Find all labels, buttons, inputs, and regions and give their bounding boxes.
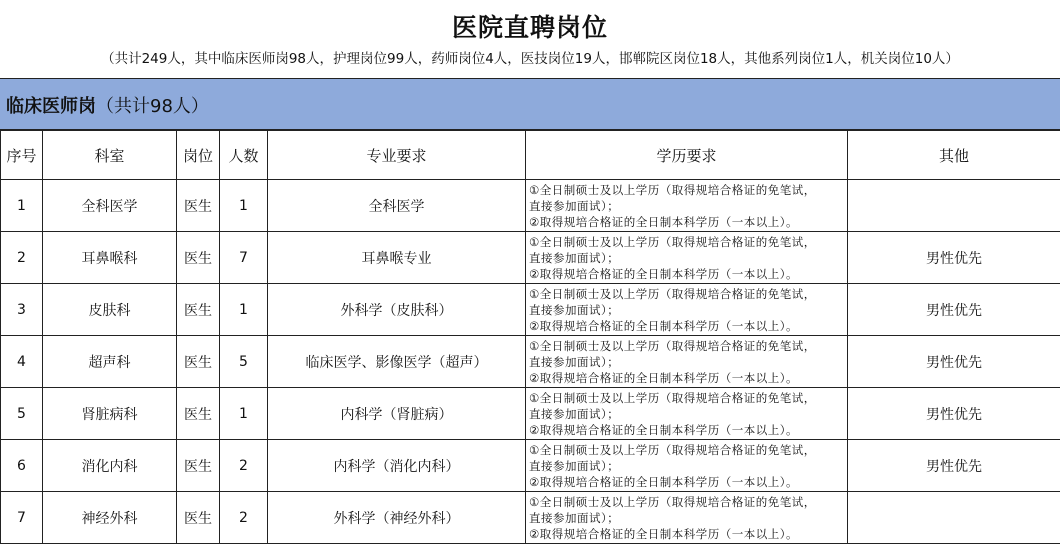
cell-other — [848, 492, 1060, 544]
table-row — [1, 492, 1060, 544]
table-row — [1, 232, 1060, 284]
education-line: 直接参加面试）； — [529, 198, 620, 213]
cell-education — [526, 336, 848, 388]
education-line: 直接参加面试）； — [529, 458, 620, 473]
cell-education — [526, 232, 848, 284]
header-major: 专业要求 — [268, 131, 526, 180]
table-row — [1, 284, 1060, 336]
cell-post: 医生 — [177, 388, 220, 440]
header-count: 人数 — [220, 131, 268, 180]
cell-count: 7 — [220, 232, 268, 284]
cell-no: 2 — [1, 232, 43, 284]
cell-count: 2 — [220, 492, 268, 544]
cell-major: 外科学（神经外科） — [268, 492, 526, 544]
cell-no: 7 — [1, 492, 43, 544]
cell-post: 医生 — [177, 284, 220, 336]
cell-major: 内科学（肾脏病） — [268, 388, 526, 440]
cell-major: 耳鼻喉专业 — [268, 232, 526, 284]
education-line: ②取得规培合格证的全日制本科学历（一本以上）。 — [529, 422, 799, 437]
cell-other: 男性优先 — [848, 388, 1060, 440]
cell-other: 男性优先 — [848, 336, 1060, 388]
cell-no: 1 — [1, 180, 43, 232]
section-title — [6, 92, 209, 118]
page-subtitle: （共计249人，其中临床医师岗98人，护理岗位99人，药师岗位4人，医技岗位19人，邯郸院区岗位18人，其他系列岗位1人，机关岗位10人） — [101, 51, 959, 67]
page-title: 医院直聘岗位 — [451, 13, 608, 42]
cell-dept: 神经外科 — [43, 492, 177, 544]
education-line: ②取得规培合格证的全日制本科学历（一本以上）。 — [529, 526, 799, 541]
cell-count: 2 — [220, 440, 268, 492]
education-line: 直接参加面试）； — [529, 354, 620, 369]
cell-major: 临床医学、影像医学（超声） — [268, 336, 526, 388]
table-row — [1, 336, 1060, 388]
education-line: ②取得规培合格证的全日制本科学历（一本以上）。 — [529, 474, 799, 489]
education-line: ①全日制硕士及以上学历（取得规培合格证的免笔试， — [529, 494, 816, 509]
cell-post: 医生 — [177, 232, 220, 284]
cell-count: 1 — [220, 180, 268, 232]
cell-education — [526, 284, 848, 336]
cell-dept: 皮肤科 — [43, 284, 177, 336]
header-row — [1, 131, 1060, 180]
cell-dept: 消化内科 — [43, 440, 177, 492]
education-line: ①全日制硕士及以上学历（取得规培合格证的免笔试， — [529, 442, 816, 457]
cell-education — [526, 180, 848, 232]
cell-education — [526, 388, 848, 440]
cell-count: 5 — [220, 336, 268, 388]
cell-dept: 肾脏病科 — [43, 388, 177, 440]
header-dept: 科室 — [43, 131, 177, 180]
cell-other: 男性优先 — [848, 284, 1060, 336]
education-line: ②取得规培合格证的全日制本科学历（一本以上）。 — [529, 214, 799, 229]
cell-no: 5 — [1, 388, 43, 440]
education-line: ②取得规培合格证的全日制本科学历（一本以上）。 — [529, 266, 799, 281]
education-line: ①全日制硕士及以上学历（取得规培合格证的免笔试， — [529, 234, 816, 249]
table-row — [1, 440, 1060, 492]
cell-count: 1 — [220, 284, 268, 336]
cell-major: 全科医学 — [268, 180, 526, 232]
cell-post: 医生 — [177, 180, 220, 232]
cell-major: 内科学（消化内科） — [268, 440, 526, 492]
cell-post: 医生 — [177, 336, 220, 388]
table-row — [1, 180, 1060, 232]
cell-major: 外科学（皮肤科） — [268, 284, 526, 336]
cell-post: 医生 — [177, 492, 220, 544]
cell-count: 1 — [220, 388, 268, 440]
cell-other — [848, 180, 1060, 232]
section-count: （共计98人） — [96, 96, 209, 117]
education-line: ②取得规培合格证的全日制本科学历（一本以上）。 — [529, 318, 799, 333]
header-no: 序号 — [1, 131, 43, 180]
section-name: 临床医师岗 — [6, 96, 96, 117]
cell-dept: 超声科 — [43, 336, 177, 388]
cell-education — [526, 440, 848, 492]
header-education: 学历要求 — [526, 131, 848, 180]
positions-table — [0, 130, 1060, 544]
education-line: 直接参加面试）； — [529, 250, 620, 265]
education-line: ①全日制硕士及以上学历（取得规培合格证的免笔试， — [529, 286, 816, 301]
cell-no: 4 — [1, 336, 43, 388]
cell-other: 男性优先 — [848, 232, 1060, 284]
cell-no: 6 — [1, 440, 43, 492]
table-row — [1, 388, 1060, 440]
cell-post: 医生 — [177, 440, 220, 492]
cell-education — [526, 492, 848, 544]
education-line: ①全日制硕士及以上学历（取得规培合格证的免笔试， — [529, 338, 816, 353]
header-post: 岗位 — [177, 131, 220, 180]
education-line: 直接参加面试）； — [529, 302, 620, 317]
cell-dept: 全科医学 — [43, 180, 177, 232]
cell-other: 男性优先 — [848, 440, 1060, 492]
education-line: ①全日制硕士及以上学历（取得规培合格证的免笔试， — [529, 182, 816, 197]
education-line: ②取得规培合格证的全日制本科学历（一本以上）。 — [529, 370, 799, 385]
cell-dept: 耳鼻喉科 — [43, 232, 177, 284]
education-line: 直接参加面试）； — [529, 406, 620, 421]
education-line: 直接参加面试）； — [529, 510, 620, 525]
header-other: 其他 — [848, 131, 1060, 180]
education-line: ①全日制硕士及以上学历（取得规培合格证的免笔试， — [529, 390, 816, 405]
cell-no: 3 — [1, 284, 43, 336]
section-header — [0, 78, 1060, 130]
